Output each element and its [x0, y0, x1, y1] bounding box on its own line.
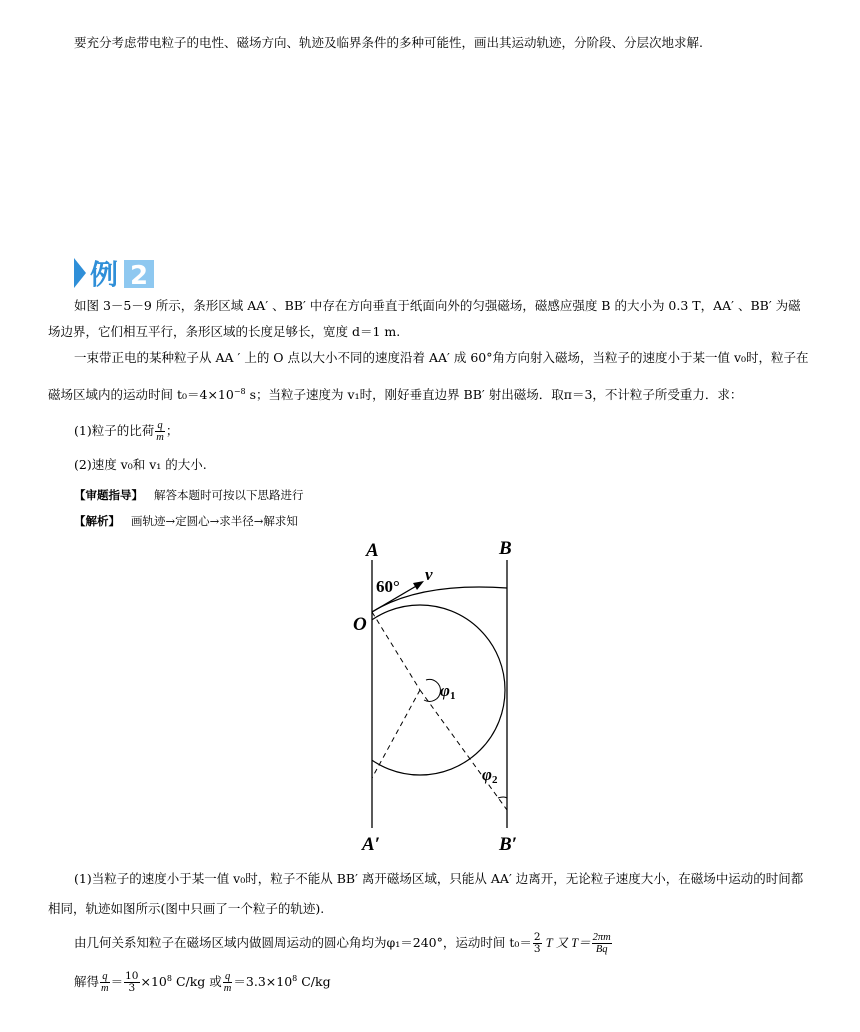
analysis-line	[74, 512, 844, 530]
example-badge	[74, 256, 158, 290]
label-v: v	[425, 565, 433, 584]
solution-line-3: 由几何关系知粒子在磁场区域内做圆周运动的圆心角均为φ₁＝240°，运动时间 t₀＝ $\frac{2}{3}$ T 又 T＝ $\frac{2\pi m}{Bq}$	[74, 931, 611, 955]
label-A-prime: A′	[362, 834, 381, 855]
label-B-prime: B′	[499, 834, 518, 855]
label-phi1: φ1	[440, 681, 456, 702]
intro-text: 要充分考虑带电粒子的电性、磁场方向、轨迹及临界条件的多种可能性，画出其运动轨迹，分阶段、分层次地求解.	[74, 35, 703, 50]
problem-line-2: 场边界，它们相互平行，条形区域的长度足够长，宽度 d＝1 m.	[48, 324, 401, 339]
angle-phi2-arc	[498, 797, 507, 798]
solution-line-4: 解得 $\frac{q}{m}$ ＝ $\frac{10}{3}$ $\times 10^8$ C/kg 或 $\frac{q}{m}$ $=3.3\times 10^8$ C/kg	[74, 970, 331, 995]
problem-line-4: 磁场区域内的运动时间 $t_0=4\times 10^{-8}$ s；当粒子速度为 v₁时，刚好垂直边界 BB′ 射出磁场．取π＝3，不计粒子所受重力．求：	[48, 387, 743, 403]
example-label: 例	[90, 258, 119, 290]
analysis-label: 【解析】	[74, 514, 120, 528]
analysis-text: 画轨迹→定圆心→求半径→解求知	[130, 514, 298, 528]
guidance-text: 解答本题时可按以下思路进行	[153, 488, 304, 502]
radius-dashed-3	[420, 690, 507, 810]
solution-line-2: 相同，轨迹如图所示(图中只画了一个粒子的轨迹).	[48, 901, 325, 916]
magnetic-field-diagram	[340, 530, 540, 860]
question-1: (1)粒子的比荷 $\frac{q}{m}$ ；	[74, 420, 179, 443]
label-A: A	[366, 540, 379, 561]
velocity-arrow-icon	[413, 581, 424, 590]
label-B: B	[499, 538, 512, 559]
guidance-label: 【审题指导】	[74, 488, 143, 502]
radius-dashed-2	[372, 690, 420, 778]
guidance-line	[74, 486, 844, 504]
label-angle: 60°	[376, 577, 400, 596]
problem-line-3: 一束带正电的某种粒子从 AA ′ 上的 O 点以大小不同的速度沿着 AA′ 成 60°角方向射入磁场，当粒子的速度小于某一值 v₀时，粒子在	[74, 350, 809, 365]
example-number: 2	[129, 261, 149, 290]
label-O: O	[353, 614, 367, 635]
badge-arrow-icon	[74, 258, 86, 288]
label-phi2: φ2	[482, 765, 498, 786]
problem-line-1: 如图 3－5－9 所示，条形区域 AA′ 、BB′ 中存在方向垂直于纸面向外的匀强磁场，磁感应强度 B 的大小为 0.3 T，AA′ 、BB′ 为磁	[74, 298, 801, 313]
radius-dashed-1	[372, 612, 420, 690]
solution-line-1: (1)当粒子的速度小于某一值 v₀时，粒子不能从 BB′ 离开磁场区域，只能从 AA′ 边离开，无论粒子速度大小，在磁场中运动的时间都	[74, 871, 804, 886]
question-2: (2)速度 v₀和 v₁ 的大小.	[74, 457, 207, 472]
